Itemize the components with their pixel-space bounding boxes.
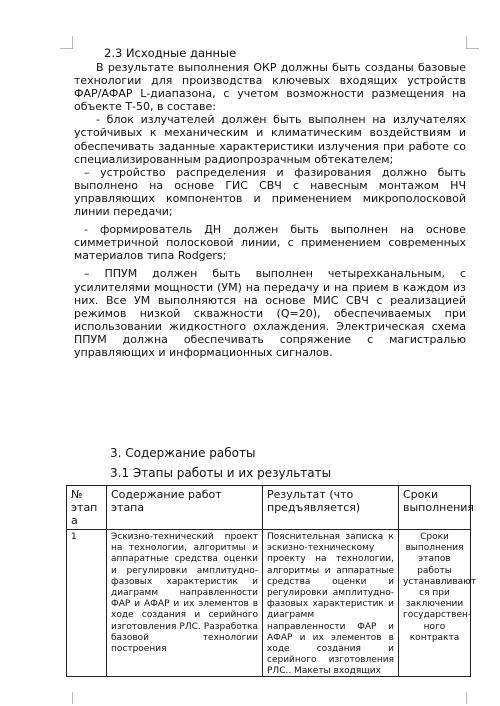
paragraph-ppum: – ППУМ должен быть выполнен четырехканальным, с усилителями мощности (УМ) на передачу и на прием в каждом из них. Все УМ выполняются на основе МИС СВЧ с реализацией режимов низкой скважности (Q=20), обеспечиваемых при использовании жидкостного охлаждения. Электрическая схема ППУМ должна обеспечивать сопряжение с магистралью управляющих и информационных сигналов.: [74, 267, 466, 359]
header-stage-number: № этап а: [67, 486, 107, 530]
row-result-cell: [263, 530, 399, 677]
table-header-row: [67, 486, 471, 530]
section-3-1-title: 3.1 Этапы работы и их результаты: [110, 466, 332, 480]
header-result: Результат (что предъявляется): [263, 486, 399, 530]
crop-mark-top-left: [60, 36, 73, 49]
paragraph-beamformer: - формирователь ДН должен быть выполнен на основе симметричной полосковой линии, с применением современных материалов типа Rodgers;: [74, 223, 466, 263]
table-row: [67, 530, 471, 677]
stages-table: [66, 485, 476, 677]
row-content-text: Эскизно-технический проект на технологии, алгоритмы и аппаратные средства оценки и регулировки амплитудно-фазовых характеристик и диаграмм направленности ФАР и АФАР и их элементов в ходе создания и серийного изготовления РЛС. Разработка базовой технологии построения: [111, 532, 258, 655]
crop-mark-top-right: [466, 36, 479, 49]
header-deadline: Сроки выполнения: [399, 486, 471, 530]
crop-mark-bottom-left: [60, 692, 73, 704]
row-deadline-text: Сроки выполнения этапов работы устанавливают ся при заключении государствен-ного контракта: [403, 532, 476, 643]
header-content: Содержание работ этапа: [107, 486, 263, 530]
crop-mark-bottom-right: [466, 692, 479, 704]
row-result-text: Пояснительная записка к эскизно-техническому проекту на технологии, алгоритмы и аппаратные средства оценки и регулировки амплитудно-фазовых характеристик и диаграмм направленности ФАР и АФАР и их элементов в ходе создания и серийного изготовления РЛС.. Макеты входящих: [267, 532, 394, 677]
section-2-3-body: [74, 61, 466, 359]
section-2-3-title: 2.3 Исходные данные: [104, 46, 237, 60]
row-deadline-cell: [399, 530, 476, 677]
row-content-cell: [107, 530, 263, 677]
section-3-title: 3. Содержание работы: [110, 446, 256, 460]
paragraph-intro: В результате выполнения ОКР должны быть созданы базовые технологии для производства ключевых входящих устройств ФАР/АФАР L-диапазона, с учетом возможности размещения на объекте Т-50, в составе:: [74, 61, 466, 114]
paragraph-distribution: – устройство распределения и фазирования должно быть выполнено на основе ГИС СВЧ с навесным монтажом НЧ управляющих компонентов и применением микрополосковой линии передачи;: [74, 165, 466, 219]
row-stage-number: 1: [67, 530, 107, 677]
paragraph-emitters: - блок излучателей должен быть выполнен на излучателях устойчивых к механическим и климатическим воздействиям и обеспечивать заданные характеристики излучения при работе со специализированным радиопрозрачным обтекателем;: [74, 113, 466, 166]
